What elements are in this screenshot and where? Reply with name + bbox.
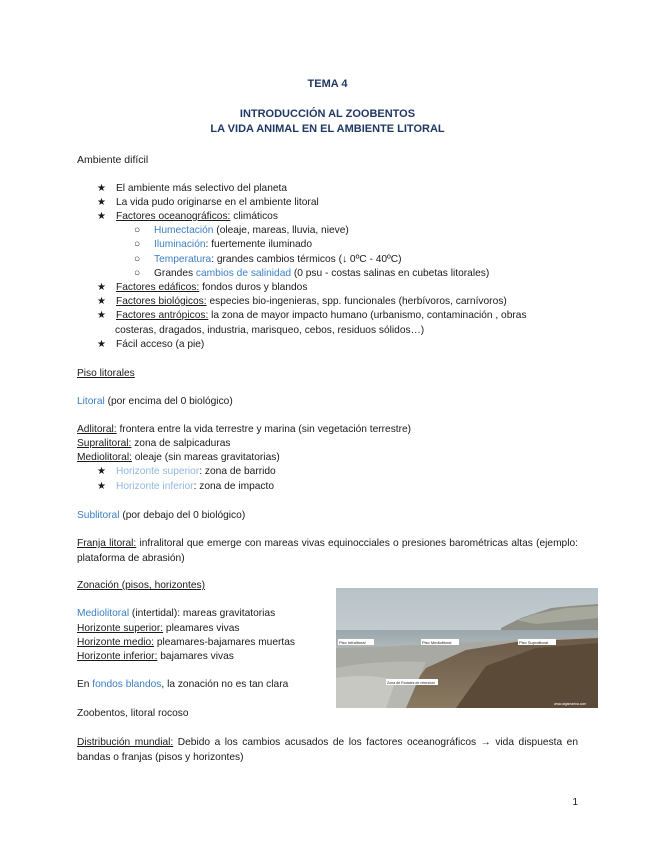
bullet-item: ★ Factores antrópicos: la zona de mayor impacto humano (urbanismo, contaminación , obras bbox=[97, 310, 527, 321]
litoral-line: Litoral (por encima del 0 biológico) bbox=[77, 396, 233, 407]
bullet-item: ★ Factores edáficos: fondos duros y blandos bbox=[97, 282, 308, 293]
distribucion-paragraph: Distribución mundial: Debido a los cambios acusados de los factores oceanográficos → vida dispuesta en bandas o franjas (pisos y horizontes) bbox=[77, 737, 578, 763]
zonacion-item: Horizonte medio: pleamares-bajamares muertas bbox=[77, 637, 295, 648]
star-icon: ★ bbox=[97, 183, 107, 194]
photo-label-infralitoral: Piso Infralitoral bbox=[339, 640, 366, 645]
zoobentos-line: Zoobentos, litoral rocoso bbox=[77, 708, 189, 719]
mediolitoral-line: Mediolitoral: oleaje (sin mareas gravitatorias) bbox=[77, 452, 280, 463]
circle-bullet-icon: ○ bbox=[134, 225, 141, 236]
zonacion-item: Mediolitoral (intertidal): mareas gravitatorias bbox=[77, 608, 276, 619]
circle-bullet-icon: ○ bbox=[134, 254, 141, 265]
circle-bullet-icon: ○ bbox=[134, 239, 141, 250]
bullet-continuation: costeras, dragados, industria, marisqueo, cebos, residuos sólidos…) bbox=[115, 325, 425, 336]
title-line-2: LA VIDA ANIMAL EN EL AMBIENTE LITORAL bbox=[210, 123, 445, 135]
sub-bullet-item: ○ Temperatura: grandes cambios térmicos (↓ 0ºC - 40ºC) bbox=[134, 254, 402, 265]
shore-photo bbox=[336, 588, 598, 708]
bullet-item: ★ El ambiente más selectivo del planeta bbox=[97, 183, 288, 194]
star-icon: ★ bbox=[97, 197, 107, 208]
zonacion-item: Horizonte inferior: bajamares vivas bbox=[77, 651, 234, 662]
title-line-1: INTRODUCCIÓN AL ZOOBENTOS bbox=[239, 108, 416, 120]
supralitoral-line: Supralitoral: zona de salpicaduras bbox=[77, 438, 231, 449]
adlitoral-line: Adlitoral: frontera entre la vida terrestre y marina (sin vegetación terrestre) bbox=[77, 424, 412, 435]
bullet-item: ★ La vida pudo originarse en el ambiente litoral bbox=[97, 197, 319, 208]
piso-litorales-heading: Piso litorales bbox=[77, 368, 135, 379]
photo-label-supralitoral: Piso Supralitoral bbox=[519, 640, 549, 645]
star-icon: ★ bbox=[97, 466, 107, 477]
sub-bullet-item: ○ Humectación (oleaje, mareas, lluvia, nieve) bbox=[134, 225, 349, 236]
photo-watermark: www.algamarina.com bbox=[554, 702, 587, 706]
photo-label-rodales: Zona de Rodales de retención bbox=[387, 681, 436, 685]
zonacion-item: Horizonte superior: pleamares vivas bbox=[77, 623, 240, 634]
star-icon: ★ bbox=[97, 481, 107, 492]
photo-label-mediolitoral: Piso Mediolitoral bbox=[422, 640, 452, 645]
tema-title: TEMA 4 bbox=[307, 78, 348, 90]
horizonte-item: ★ Horizonte inferior: zona de impacto bbox=[97, 481, 274, 492]
horizonte-item: ★ Horizonte superior: zona de barrido bbox=[97, 466, 276, 477]
circle-bullet-icon: ○ bbox=[134, 268, 141, 279]
star-icon: ★ bbox=[97, 310, 107, 321]
bullet-item: ★ Factores biológicos: especies bio-ingenieras, spp. funcionales (herbívoros, carnívoros) bbox=[97, 296, 507, 307]
shore-photo-image bbox=[336, 588, 598, 708]
ambiente-dificil: Ambiente difícil bbox=[77, 154, 149, 166]
page-number: 1 bbox=[572, 797, 578, 808]
sub-bullet-item: ○ Iluminación: fuertemente iluminado bbox=[134, 239, 312, 250]
fondos-blandos-line: En fondos blandos, la zonación no es tan clara bbox=[77, 679, 289, 690]
sublitoral-line: Sublitoral (por debajo del 0 biológico) bbox=[77, 510, 246, 521]
bullet-item: ★ Fácil acceso (a pie) bbox=[97, 339, 205, 350]
star-icon: ★ bbox=[97, 282, 107, 293]
zonacion-heading: Zonación (pisos, horizontes) bbox=[77, 580, 205, 591]
franja-paragraph: Franja litoral: infralitoral que emerge con mareas vivas equinocciales o presiones barométricas altas (ejemplo: plataforma de abrasión) bbox=[77, 538, 578, 564]
star-icon: ★ bbox=[97, 339, 107, 350]
sub-bullet-item: ○ Grandes cambios de salinidad (0 psu - costas salinas en cubetas litorales) bbox=[134, 268, 490, 279]
star-icon: ★ bbox=[97, 211, 107, 222]
bullet-item: ★ Factores oceanográficos: climáticos bbox=[97, 211, 278, 222]
star-icon: ★ bbox=[97, 296, 107, 307]
